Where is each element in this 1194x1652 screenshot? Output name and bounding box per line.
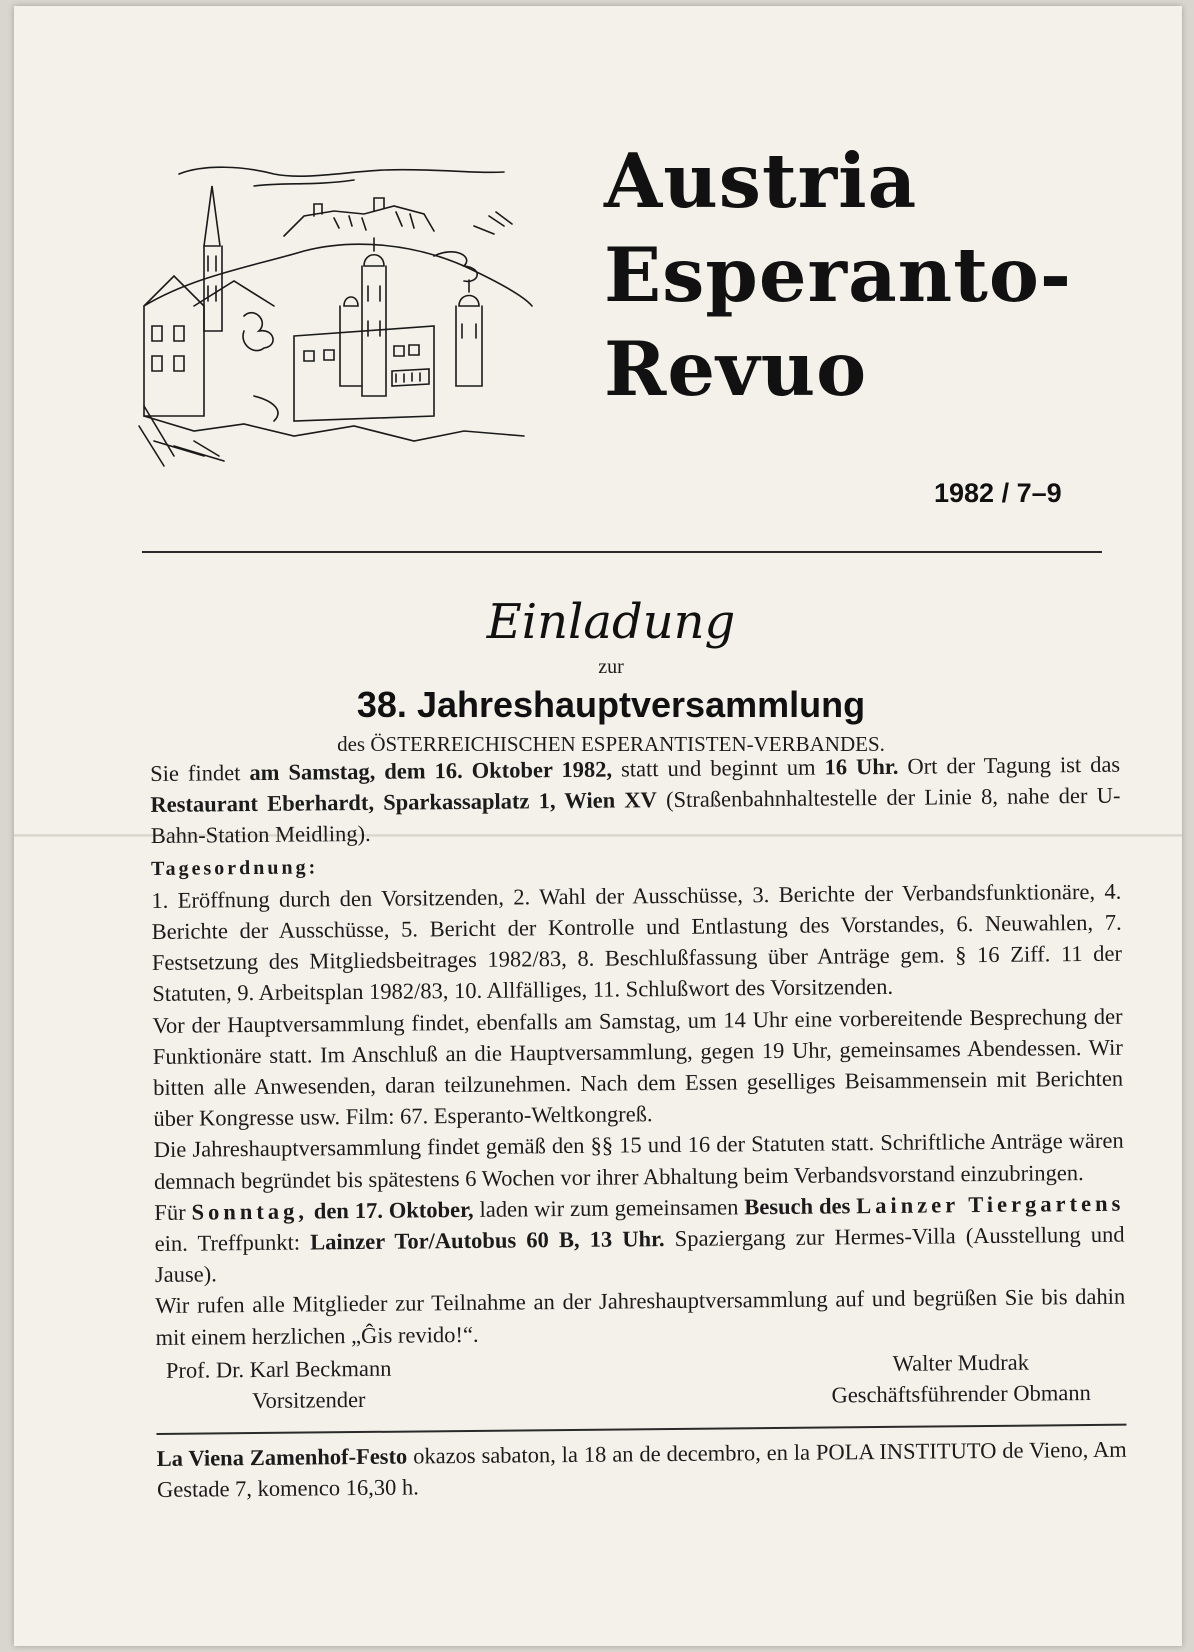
text: laden wir zum gemeinsamen: [473, 1194, 745, 1222]
invitation-zur: zur: [598, 656, 624, 678]
signature-right-name: Walter Mudrak: [892, 1349, 1030, 1376]
text: statt und beginnt um: [611, 754, 825, 782]
divider-top: [142, 551, 1102, 553]
masthead-title: [604, 134, 1104, 416]
agenda-heading-text: Tagesordnung:: [150, 855, 319, 880]
spaced-bold-text: Sonntag,: [191, 1198, 309, 1225]
paragraph-closing: Wir rufen alle Mitglieder zur Teilnahme an der Jahreshauptversammlung auf und begrüßen Sie bis dahin mit einem herzlichen „Ĝis revido!“.: [155, 1284, 1126, 1350]
invitation-subtitle: des ÖSTERREICHISCHEN ESPERANTISTEN-VERBANDES.: [337, 732, 885, 756]
signature-left-name: Prof. Dr. Karl Beckmann: [165, 1355, 392, 1383]
masthead-line-1: Austria: [604, 137, 918, 225]
invitation-headline: 38. Jahreshauptversammlung: [356, 684, 866, 725]
paragraph-sunday: [154, 1188, 1125, 1291]
bold-text: am Samstag, dem 16. Oktober 1982,: [249, 756, 613, 786]
signature-right-role: Geschäftsführender Obmann: [831, 1380, 1091, 1408]
signature-left-role: Vorsitzender: [252, 1386, 366, 1413]
text: Ort der Tagung ist das: [898, 751, 1121, 779]
agenda-text: 1. Eröffnung durch den Vorsitzenden, 2. Wahl der Ausschüsse, 3. Berichte der Verbandsfunktionäre, 4. Berichte der Ausschüsse, 5. Bericht der Kontrolle und Entlastung des Vorstandes, 6. Neuwahlen, 7. Festsetzung des Mitgliedsbeitrages 1982/83, 8. Beschlußfassung über Anträge gem. § 16 Ziff. 11 der Statuten, 9. Arbeitsplan 1982/83, 10. Allfälliges, 11. Schlußwort des Vorsitzenden.: [151, 878, 1123, 1007]
signature-block: [156, 1346, 1127, 1427]
paragraph-statutes: Die Jahreshauptversammlung findet gemäß den §§ 15 und 16 der Statuten statt. Schriftliche Anträge wären demnach begründet bis spätestens 6 Wochen vor ihrer Abhaltung beim Verbandsvorstand einzubringen.: [153, 1128, 1124, 1194]
bold-text: Besuch des: [744, 1193, 851, 1220]
text: Sie findet: [150, 760, 250, 786]
footer-notice: [157, 1434, 1128, 1506]
text: (Straßenbahnhaltestelle der Linie 8, nahe der U-Bahn-Station Meidling).: [150, 782, 1121, 849]
issue-number: 1982 / 7–9: [934, 478, 1062, 508]
bold-text: Restaurant Eberhardt, Sparkassaplatz 1, Wien XV: [150, 787, 657, 818]
spaced-bold-text: Lainzer Tiergartens: [856, 1190, 1125, 1219]
bold-text: den 17. Oktober,: [307, 1196, 474, 1224]
invitation-title: Einladung: [486, 594, 736, 650]
masthead-line-3: Revuo: [604, 325, 868, 413]
bold-text: La Viena Zamenhof-Festo: [156, 1443, 408, 1471]
document-body: [150, 749, 1127, 1506]
paragraph-program: Vor der Hauptversammlung findet, ebenfalls am Samstag, um 14 Uhr eine vorbereitende Besprechung der Funktionäre statt. Im Anschluß an die Hauptversammlung, gegen 19 Uhr, gemeinsames Abendessen. Wir bitten alle Anwesenden, daran teilzunehmen. Nach dem Essen geselliges Beisammensein mit Berichten über Kongresse usw. Film: 67. Esperanto-Weltkongreß.: [152, 1003, 1124, 1132]
text: Spaziergang zur Hermes-Villa (Ausstellung und Jause).: [154, 1221, 1125, 1288]
city-sketch-illustration: [134, 156, 534, 476]
bold-text: 16 Uhr.: [824, 753, 899, 780]
text: ein. Treffpunkt:: [154, 1229, 311, 1257]
text: Für: [154, 1199, 192, 1225]
document-page: [14, 6, 1182, 1646]
masthead-line-2: Esperanto-: [604, 231, 1072, 319]
text: okazos sabaton, la 18 an de decembro, en la POLA INSTITUTO de Vieno, Am Gestade 7, komenco 16,30 h.: [156, 1436, 1127, 1503]
bold-text: Lainzer Tor/Autobus 60 B, 13 Uhr.: [310, 1226, 665, 1255]
signature-right: [796, 1346, 1127, 1412]
paragraph-date-location: [150, 749, 1121, 852]
